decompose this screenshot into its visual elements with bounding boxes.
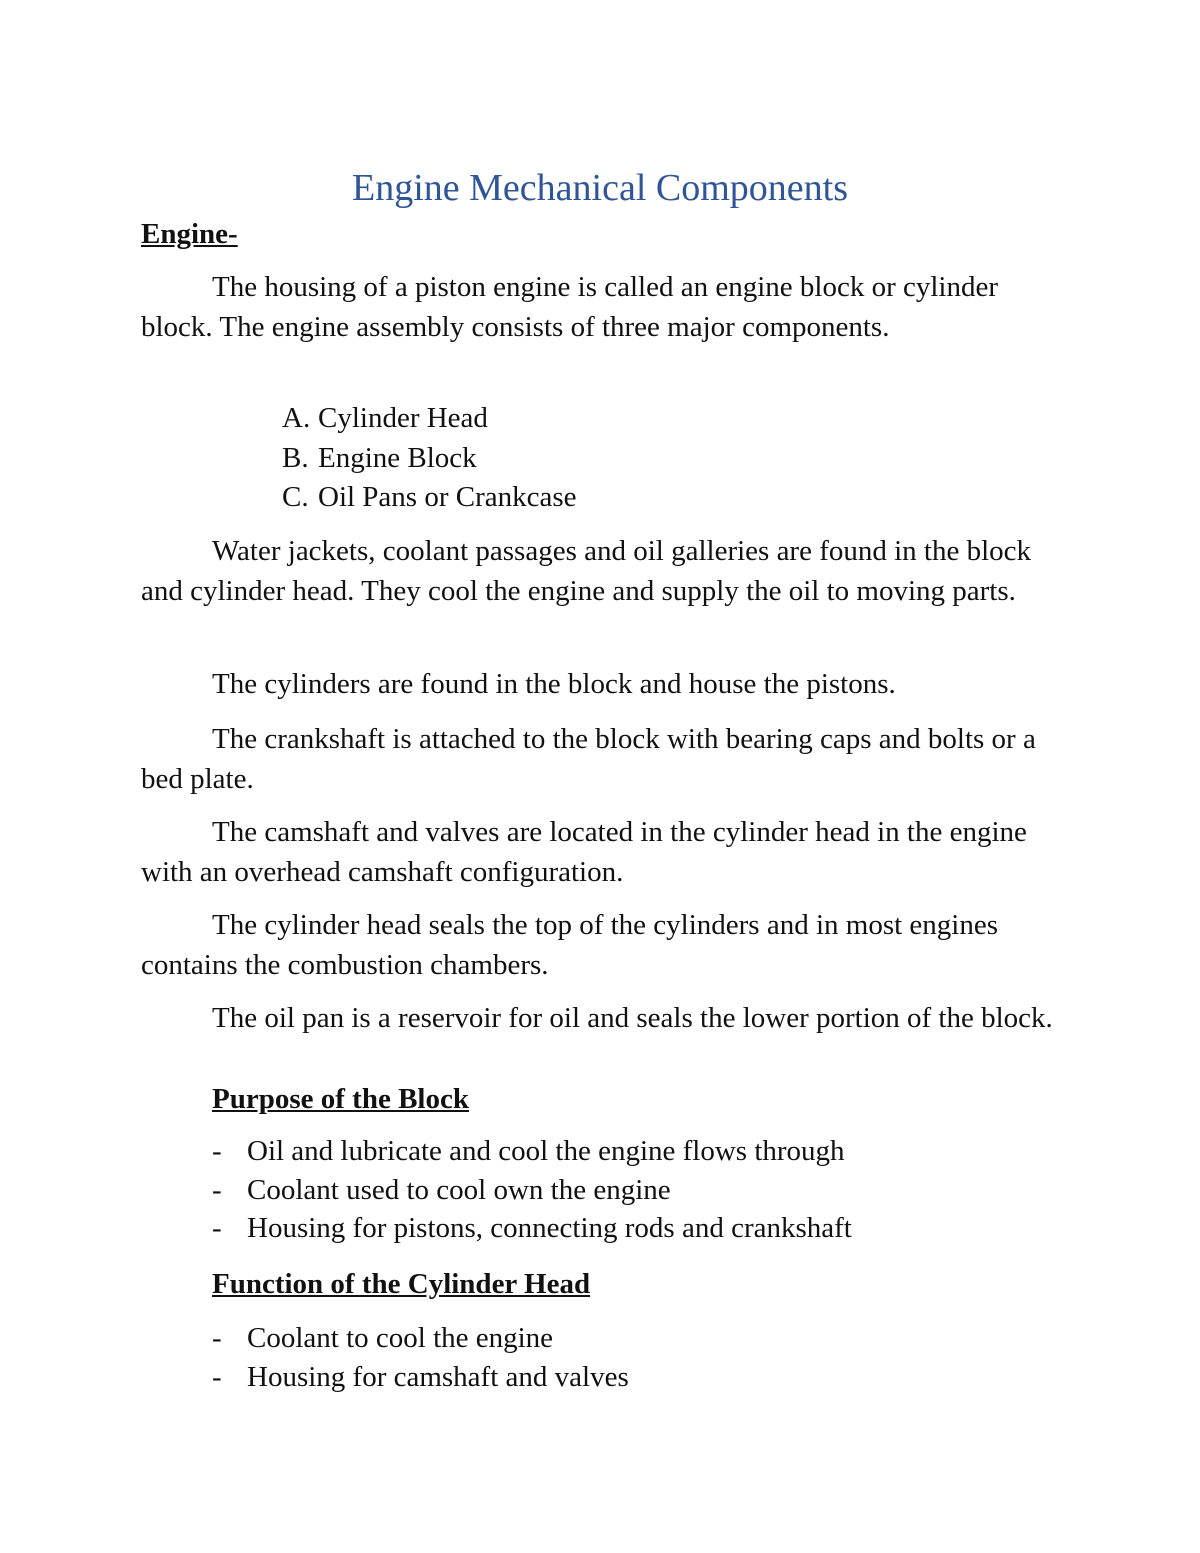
section-heading-cylinder-head: Function of the Cylinder Head (212, 1268, 591, 1300)
list-item (212, 1358, 629, 1397)
list-item (282, 478, 577, 518)
list-item (282, 439, 577, 479)
list-item-text: Coolant used to cool own the engine (247, 1173, 671, 1206)
list-marker: - (212, 1135, 222, 1167)
list-item-text: Engine Block (318, 441, 477, 474)
list-item-text: Oil Pans or Crankcase (318, 481, 577, 513)
document-title: Engine Mechanical Components (352, 167, 848, 209)
list-item-text: Cylinder Head (318, 402, 488, 434)
list-marker: - (212, 1360, 222, 1393)
paragraph-engine-intro: The housing of a piston engine is called an engine block or cylinder block. The engine assembly consists of three major components. (141, 271, 999, 343)
section-heading-engine: Engine- (141, 218, 238, 250)
list-marker: - (212, 1173, 222, 1206)
cylinder-head-function-list (212, 1319, 629, 1396)
list-item (212, 1171, 852, 1210)
list-item (212, 1319, 629, 1358)
paragraph-cylinders: The cylinders are found in the block and house the pistons. (212, 668, 896, 700)
list-item (212, 1209, 852, 1248)
component-list (282, 399, 577, 518)
paragraph-crankshaft: The crankshaft is attached to the block with bearing caps and bolts or a bed plate. (141, 723, 1036, 795)
list-item (212, 1132, 852, 1171)
list-item-text: Coolant to cool the engine (247, 1322, 554, 1354)
paragraph-cylinder-head: The cylinder head seals the top of the cylinders and in most engines contains the combustion chambers. (141, 909, 999, 981)
list-marker: C. (282, 481, 309, 513)
paragraph-camshaft: The camshaft and valves are located in the cylinder head in the engine with an overhead camshaft configuration. (141, 816, 1027, 888)
list-marker: A. (282, 402, 311, 434)
list-item (282, 399, 577, 439)
list-marker: - (212, 1322, 222, 1354)
block-purpose-list (212, 1132, 852, 1248)
list-marker: B. (282, 441, 309, 474)
list-marker: - (212, 1212, 222, 1244)
list-item-text: Housing for camshaft and valves (247, 1360, 629, 1393)
list-item-text: Oil and lubricate and cool the engine flows through (247, 1135, 845, 1167)
section-heading-block: Purpose of the Block (212, 1083, 469, 1115)
list-item-text: Housing for pistons, connecting rods and crankshaft (247, 1212, 852, 1244)
paragraph-oil-pan: The oil pan is a reservoir for oil and seals the lower portion of the block. (212, 1002, 1053, 1034)
paragraph-water-jackets: Water jackets, coolant passages and oil galleries are found in the block and cylinder head. They cool the engine and supply the oil to moving parts. (141, 535, 1032, 607)
